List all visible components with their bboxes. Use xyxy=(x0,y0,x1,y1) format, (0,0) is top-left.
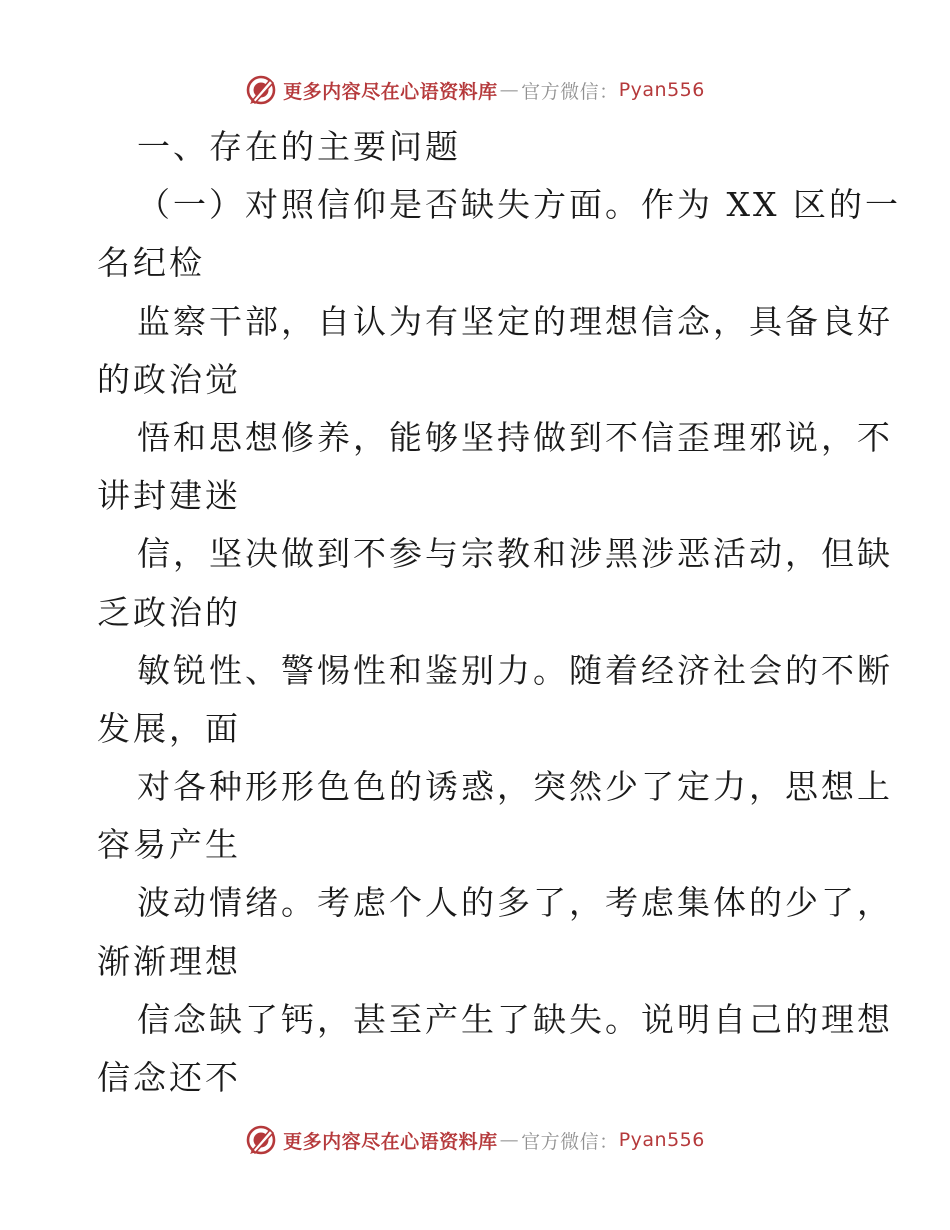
text-line: 的政治觉 xyxy=(97,359,241,399)
banner-wechat-label: 官方微信： xyxy=(521,80,619,103)
banner-main-text: 更多内容尽在心语资料库 xyxy=(283,1130,498,1153)
text-line: 乏政治的 xyxy=(97,592,241,632)
pen-logo-icon xyxy=(245,74,277,106)
text-line: 一、存在的主要问题 xyxy=(137,127,461,166)
footer-banner xyxy=(0,1120,950,1160)
text-line: 讲封建迷 xyxy=(97,476,241,516)
banner-wechat-id: Pyan556 xyxy=(618,1129,705,1151)
text-line: 渐渐理想 xyxy=(97,941,241,981)
text-line: 名纪检 xyxy=(97,243,205,283)
text-line: 信念缺了钙，甚至产生了缺失。说明自己的理想 xyxy=(137,999,893,1039)
header-banner xyxy=(0,70,950,110)
banner-separator: — xyxy=(499,1129,520,1151)
text-line: 波动情绪。考虑个人的多了，考虑集体的少了， xyxy=(137,883,893,923)
text-line: 信念还不 xyxy=(97,1058,241,1097)
text-line: 信，坚决做到不参与宗教和涉黑涉恶活动，但缺 xyxy=(137,534,893,574)
text-line: 发展，面 xyxy=(97,708,241,748)
text-line: 敏锐性、警惕性和鉴别力。随着经济社会的不断 xyxy=(137,650,893,690)
pen-logo-icon xyxy=(245,1124,277,1156)
banner-separator: — xyxy=(499,79,520,101)
text-line: 对各种形形色色的诱惑，突然少了定力，思想上 xyxy=(137,767,893,807)
text-line: 悟和思想修养，能够坚持做到不信歪理邪说，不 xyxy=(137,417,893,457)
text-line: 容易产生 xyxy=(97,825,241,865)
text-line: 监察干部，自认为有坚定的理想信念，具备良好 xyxy=(137,301,893,341)
banner-main-text: 更多内容尽在心语资料库 xyxy=(283,80,498,103)
banner-wechat-label: 官方微信： xyxy=(521,1130,619,1153)
document-body xyxy=(97,118,901,1107)
banner-wechat-id: Pyan556 xyxy=(618,79,705,101)
text-line: （一）对照信仰是否缺失方面。作为 XX 区的一 xyxy=(137,185,901,225)
